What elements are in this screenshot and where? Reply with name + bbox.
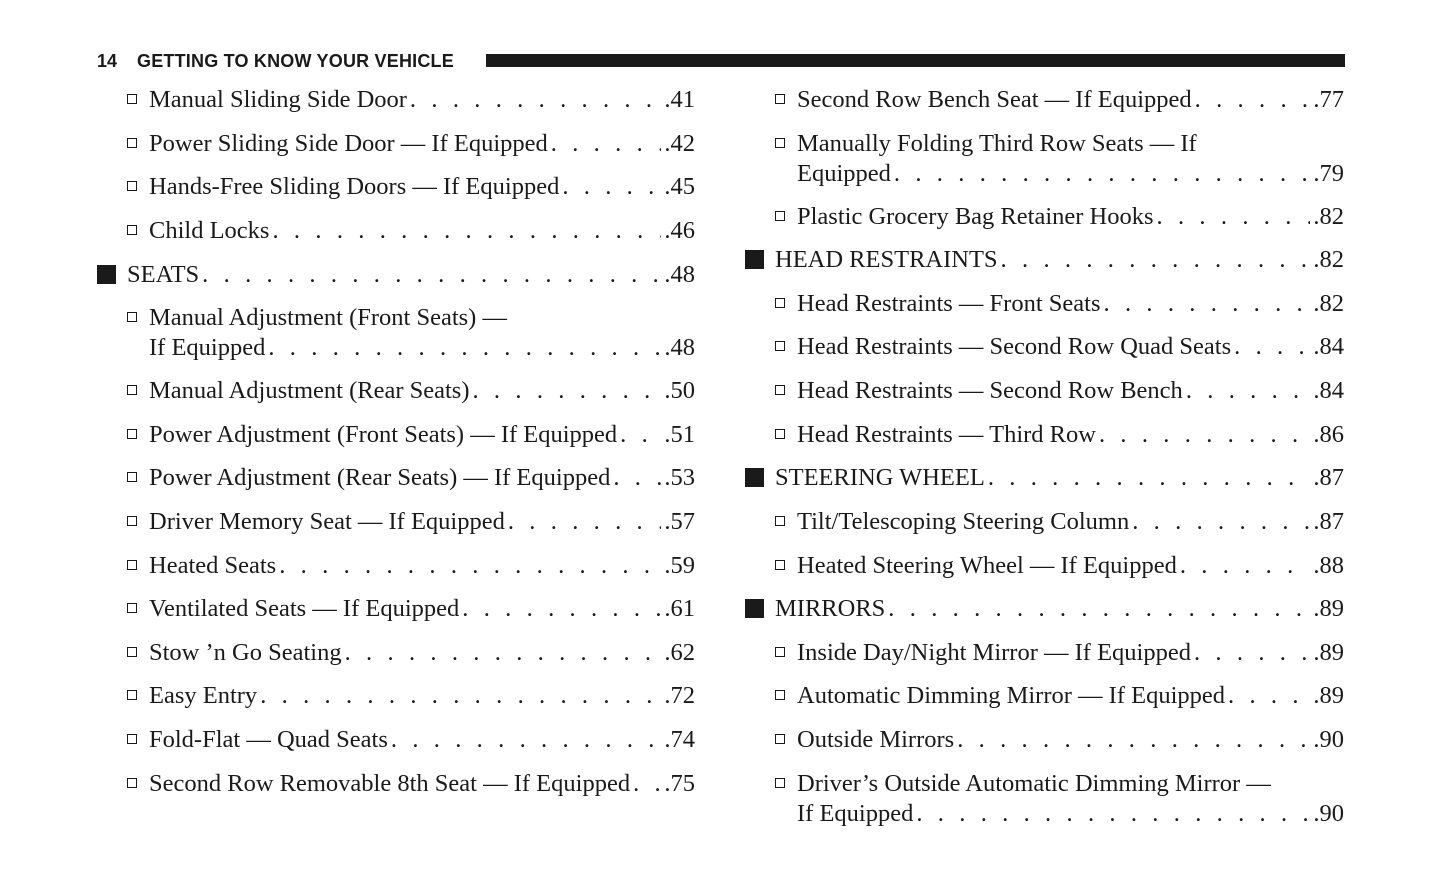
toc-page-number: .57 [664,508,695,535]
toc-entry[interactable] [797,681,1344,711]
dot-leader [551,129,662,159]
toc-entry[interactable] [149,129,695,159]
toc-section-heading[interactable] [127,260,695,290]
toc-entry[interactable] [797,507,1344,537]
toc-entry-line [797,420,1344,450]
toc-page-number: .84 [1313,377,1344,404]
dot-leader [260,681,661,711]
dot-leader [1194,638,1310,668]
toc-entry[interactable] [797,638,1344,668]
toc-page-number: .82 [1313,290,1344,317]
toc-entry-line [797,551,1344,581]
toc-page-number: .90 [1313,726,1344,753]
toc-entry[interactable] [797,202,1344,232]
toc-entry-label: Tilt/Telescoping Steering Column [797,508,1130,535]
toc-entry-line [149,551,695,581]
dot-leader [633,769,661,799]
toc-entry[interactable] [797,725,1344,755]
dot-leader [472,376,661,406]
toc-entry-label: Stow ’n Go Seating [149,639,342,666]
toc-entry-line [797,769,1344,799]
checkbox-bullet-icon [775,341,785,351]
toc-entry-label: Manually Folding Third Row Seats — If [797,130,1197,157]
dot-leader [202,260,661,290]
checkbox-bullet-icon [127,516,137,526]
toc-page-number: .62 [664,639,695,666]
dot-leader [1099,420,1310,450]
dot-leader [988,463,1311,493]
checkbox-bullet-icon [127,429,137,439]
toc-entry[interactable] [797,769,1344,828]
toc-page-number: .84 [1313,333,1344,360]
toc-entry-label: MIRRORS [775,595,886,622]
dot-leader [888,594,1310,624]
toc-entry-line [149,681,695,711]
checkbox-bullet-icon [775,690,785,700]
toc-page-number: .88 [1313,552,1344,579]
dot-leader [272,216,661,246]
toc-entry-line [149,507,695,537]
toc-page-number: .42 [664,130,695,157]
toc-entry-line [797,376,1344,406]
toc-entry-label: Driver Memory Seat — If Equipped [149,508,505,535]
toc-entry-line [797,507,1344,537]
toc-page-number: .74 [664,726,695,753]
toc-entry-line [149,638,695,668]
toc-entry-line [149,216,695,246]
toc-entry-label: Child Locks [149,217,270,244]
toc-entry-line [797,681,1344,711]
toc-page-number: .46 [664,217,695,244]
toc-entry-label: Power Sliding Side Door — If Equipped [149,130,548,157]
toc-page-number: .48 [664,333,695,361]
toc-entry[interactable] [149,551,695,581]
checkbox-bullet-icon [127,225,137,235]
toc-entry[interactable] [149,594,695,624]
checkbox-bullet-icon [775,385,785,395]
toc-entry-line [149,303,695,333]
toc-page-number: .89 [1313,682,1344,709]
dot-leader [1234,332,1310,362]
toc-entry-label: If Equipped [797,799,914,827]
toc-page-number: .45 [664,173,695,200]
toc-page-number: .51 [664,421,695,448]
dot-leader [894,159,1310,189]
toc-entry-label: Power Adjustment (Rear Seats) — If Equipped [149,464,611,491]
toc-entry[interactable] [149,376,695,406]
checkbox-bullet-icon [775,138,785,148]
page-header [97,49,1345,73]
toc-page-number: .82 [1313,246,1344,273]
toc-page-number: .41 [664,86,695,113]
toc-entry-label: HEAD RESTRAINTS [775,246,998,273]
toc-entry[interactable] [797,289,1344,319]
toc-entry-line [149,333,695,363]
dot-leader [562,172,661,202]
section-bullet-icon [97,265,116,284]
header-rule-bar [486,54,1345,67]
toc-entry[interactable] [149,681,695,711]
toc-entry-line [149,172,695,202]
toc-page-number: .86 [1313,421,1344,448]
toc-section-heading[interactable] [775,594,1344,624]
toc-entry-line [149,594,695,624]
checkbox-bullet-icon [775,429,785,439]
toc-entry[interactable] [149,507,695,537]
toc-page-number: .77 [1313,86,1344,113]
dot-leader [345,638,662,668]
toc-page-number: .61 [664,595,695,622]
toc-entry-line [797,159,1344,189]
checkbox-bullet-icon [127,138,137,148]
toc-page-number: .89 [1313,595,1344,622]
dot-leader [1195,85,1311,115]
toc-page-number: .48 [664,261,695,288]
toc-entry-line [149,769,695,799]
toc-page-number: .89 [1313,639,1344,666]
dot-leader [916,799,1310,829]
toc-entry-label: Hands-Free Sliding Doors — If Equipped [149,173,560,200]
dot-leader [462,594,661,624]
checkbox-bullet-icon [775,94,785,104]
toc-entry-line [797,799,1344,829]
checkbox-bullet-icon [127,181,137,191]
toc-entry-label: Head Restraints — Second Row Quad Seats [797,333,1232,360]
dot-leader [620,420,661,450]
toc-entry[interactable] [797,129,1344,188]
checkbox-bullet-icon [127,560,137,570]
toc-entry-label: Manual Sliding Side Door [149,86,407,113]
toc-entry[interactable] [149,463,695,493]
toc-entry[interactable] [149,216,695,246]
dot-leader [1180,551,1311,581]
dot-leader [1132,507,1310,537]
toc-entry[interactable] [149,303,695,362]
toc-entry-line [127,260,695,290]
toc-entry-line [149,420,695,450]
toc-page-number: .90 [1313,799,1344,827]
toc-entry-line [797,129,1344,159]
dot-leader [613,463,661,493]
toc-entry-line [797,202,1344,232]
toc-entry-label: Manual Adjustment (Rear Seats) [149,377,470,404]
toc-entry[interactable] [149,769,695,799]
toc-entry[interactable] [797,376,1344,406]
checkbox-bullet-icon [775,734,785,744]
toc-entry-label: Heated Seats [149,552,277,579]
checkbox-bullet-icon [775,560,785,570]
toc-entry[interactable] [149,85,695,115]
toc-entry-label: Inside Day/Night Mirror — If Equipped [797,639,1191,666]
toc-entry-label: Head Restraints — Third Row [797,421,1096,448]
toc-entry-line [149,129,695,159]
dot-leader [1186,376,1311,406]
toc-entry[interactable] [149,420,695,450]
dot-leader [279,551,661,581]
toc-entry-label: If Equipped [149,333,266,361]
toc-page-number: .53 [664,464,695,491]
checkbox-bullet-icon [775,778,785,788]
toc-entry-line [149,85,695,115]
page-number: 14 [97,51,118,71]
toc-entry[interactable] [797,551,1344,581]
toc-entry-label: Heated Steering Wheel — If Equipped [797,552,1177,579]
toc-entry-label: Second Row Removable 8th Seat — If Equipped [149,770,631,797]
toc-entry-label: Easy Entry [149,682,258,709]
toc-entry-line [775,245,1344,275]
checkbox-bullet-icon [775,647,785,657]
checkbox-bullet-icon [127,94,137,104]
section-bullet-icon [745,250,764,269]
toc-entry-label: Manual Adjustment (Front Seats) — [149,304,507,331]
toc-entry[interactable] [797,420,1344,450]
toc-entry-label: Plastic Grocery Bag Retainer Hooks [797,203,1154,230]
toc-entry-line [775,463,1344,493]
section-bullet-icon [745,468,764,487]
toc-page-number: .75 [664,770,695,797]
checkbox-bullet-icon [127,312,137,322]
toc-entry[interactable] [149,638,695,668]
toc-entry-label: Fold-Flat — Quad Seats [149,726,388,753]
toc-entry-label: Head Restraints — Second Row Bench [797,377,1183,404]
toc-entry-label: Power Adjustment (Front Seats) — If Equipped [149,421,618,448]
checkbox-bullet-icon [127,734,137,744]
toc-page-number: .59 [664,552,695,579]
toc-page-number: .50 [664,377,695,404]
toc-entry-label: Outside Mirrors [797,726,955,753]
dot-leader [1157,202,1311,232]
checkbox-bullet-icon [127,690,137,700]
toc-entry[interactable] [797,85,1344,115]
checkbox-bullet-icon [127,472,137,482]
toc-entry-label: Ventilated Seats — If Equipped [149,595,460,622]
checkbox-bullet-icon [127,603,137,613]
dot-leader [1001,245,1311,275]
dot-leader [1228,681,1310,711]
toc-entry-line [797,725,1344,755]
toc-entry-label: SEATS [127,261,200,288]
toc-section-heading[interactable] [775,463,1344,493]
toc-entry[interactable] [149,725,695,755]
dot-leader [957,725,1310,755]
checkbox-bullet-icon [127,385,137,395]
toc-section-heading[interactable] [775,245,1344,275]
dot-leader [508,507,662,537]
checkbox-bullet-icon [127,778,137,788]
toc-entry-label: Driver’s Outside Automatic Dimming Mirror — [797,770,1271,797]
checkbox-bullet-icon [775,211,785,221]
dot-leader [268,333,661,363]
toc-entry-line [797,85,1344,115]
toc-entry-label: Head Restraints — Front Seats [797,290,1101,317]
checkbox-bullet-icon [127,647,137,657]
toc-entry-label: Equipped [797,159,891,187]
toc-entry-line [797,289,1344,319]
toc-entry-label: Automatic Dimming Mirror — If Equipped [797,682,1225,709]
toc-entry[interactable] [797,332,1344,362]
checkbox-bullet-icon [775,298,785,308]
toc-entry[interactable] [149,172,695,202]
toc-entry-label: Second Row Bench Seat — If Equipped [797,86,1192,113]
section-title: GETTING TO KNOW YOUR VEHICLE [137,51,454,71]
dot-leader [410,85,661,115]
toc-page-number: .82 [1313,203,1344,230]
checkbox-bullet-icon [775,516,785,526]
section-bullet-icon [745,599,764,618]
toc-entry-line [149,725,695,755]
toc-entry-line [775,594,1344,624]
toc-entry-label: STEERING WHEEL [775,464,985,491]
toc-entry-line [797,638,1344,668]
dot-leader [1104,289,1311,319]
toc-page-number: .72 [664,682,695,709]
toc-entry-line [797,332,1344,362]
toc-page-number: .87 [1313,464,1344,491]
dot-leader [391,725,662,755]
toc-entry-line [149,376,695,406]
toc-page-number: .87 [1313,508,1344,535]
toc-entry-line [149,463,695,493]
toc-page-number: .79 [1313,159,1344,187]
